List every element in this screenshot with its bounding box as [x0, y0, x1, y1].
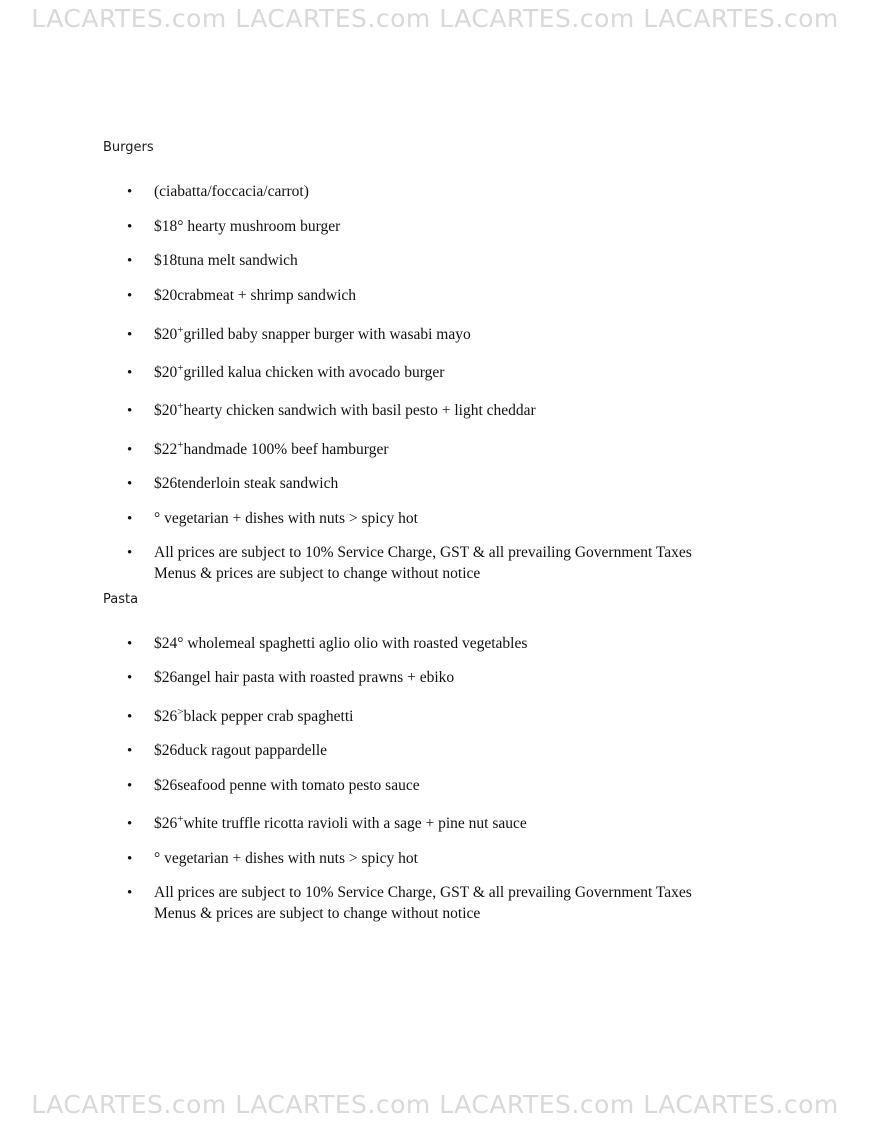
section-title-burgers: Burgers — [103, 140, 154, 155]
item-mark: + — [177, 439, 184, 451]
item-price: $18° — [154, 218, 184, 235]
section-title-pasta: Pasta — [103, 592, 139, 607]
bullet-icon: • — [127, 184, 133, 200]
item-price: $18 — [154, 252, 178, 269]
item-mark: > — [177, 706, 184, 718]
item-mark: + — [177, 813, 184, 825]
item-description: All prices are subject to 10% Service Charge, GST & all prevailing Government Taxes — [154, 884, 692, 901]
item-description: handmade 100% beef hamburger — [183, 441, 389, 458]
item-description: black pepper crab spaghetti — [183, 708, 354, 725]
item-price: $20 — [154, 402, 178, 419]
item-price: $26 — [154, 475, 178, 492]
item-text-line — [154, 776, 420, 797]
item-mark: + — [177, 400, 184, 412]
item-price: $24° — [154, 635, 184, 652]
item-mark: + — [177, 362, 184, 374]
item-text-line-2: Menus & prices are subject to change without notice — [154, 905, 481, 922]
bullet-icon: • — [127, 403, 133, 419]
item-description: tenderloin steak sandwich — [177, 475, 339, 492]
bullet-icon: • — [127, 365, 133, 381]
bullet-icon: • — [127, 476, 133, 492]
item-text-line — [154, 668, 454, 689]
item-description: (ciabatta/foccacia/carrot) — [154, 183, 309, 200]
item-text-line — [154, 814, 527, 835]
item-mark: + — [177, 324, 184, 336]
bullet-icon: • — [127, 851, 133, 867]
item-description: hearty chicken sandwich with basil pesto + light cheddar — [183, 402, 536, 419]
item-price: $20 — [154, 287, 178, 304]
bullet-icon: • — [127, 709, 133, 725]
item-text-line — [154, 741, 327, 762]
item-text-line — [154, 634, 527, 655]
bullet-icon: • — [127, 219, 133, 235]
item-price: $26 — [154, 815, 178, 832]
item-text-line — [154, 883, 692, 904]
bullet-icon: • — [127, 253, 133, 269]
item-price: $22 — [154, 441, 178, 458]
item-price: $20 — [154, 326, 178, 343]
item-description: angel hair pasta with roasted prawns + ebiko — [177, 669, 455, 686]
item-description: hearty mushroom burger — [183, 218, 341, 235]
item-text-line — [154, 182, 309, 203]
item-price: $26 — [154, 777, 178, 794]
item-text-line — [154, 217, 340, 238]
watermark-top: LACARTES.com LACARTES.com LACARTES.com LACARTES.com — [31, 4, 839, 33]
item-text-line — [154, 325, 471, 346]
item-text-line — [154, 401, 536, 422]
watermark-bottom: LACARTES.com LACARTES.com LACARTES.com LACARTES.com — [31, 1090, 839, 1119]
bullet-icon: • — [127, 288, 133, 304]
item-text-line — [154, 543, 692, 564]
item-text-line — [154, 849, 418, 870]
bullet-icon: • — [127, 778, 133, 794]
item-description: ° vegetarian + dishes with nuts > spicy hot — [154, 510, 418, 527]
item-description: grilled baby snapper burger with wasabi mayo — [183, 326, 471, 343]
bullet-icon: • — [127, 636, 133, 652]
item-price: $26 — [154, 742, 178, 759]
item-text-line-2: Menus & prices are subject to change without notice — [154, 565, 481, 582]
item-text-line — [154, 251, 298, 272]
item-description: crabmeat + shrimp sandwich — [177, 287, 357, 304]
item-description: white truffle ricotta ravioli with a sage + pine nut sauce — [183, 815, 527, 832]
item-text-line — [154, 509, 418, 530]
item-text-line — [154, 440, 388, 461]
bullet-icon: • — [127, 511, 133, 527]
bullet-icon: • — [127, 442, 133, 458]
bullet-icon: • — [127, 327, 133, 343]
bullet-icon: • — [127, 743, 133, 759]
item-text-line — [154, 286, 356, 307]
item-description: duck ragout pappardelle — [177, 742, 328, 759]
item-price: $26 — [154, 669, 178, 686]
item-description: ° vegetarian + dishes with nuts > spicy hot — [154, 850, 418, 867]
bullet-icon: • — [127, 545, 133, 561]
item-price: $26 — [154, 708, 178, 725]
item-description: All prices are subject to 10% Service Charge, GST & all prevailing Government Taxes — [154, 544, 692, 561]
item-text-line — [154, 363, 444, 384]
item-text-line — [154, 474, 338, 495]
item-description: tuna melt sandwich — [177, 252, 298, 269]
item-text-line — [154, 707, 353, 728]
bullet-icon: • — [127, 670, 133, 686]
item-description: wholemeal spaghetti aglio olio with roasted vegetables — [183, 635, 528, 652]
item-description: seafood penne with tomato pesto sauce — [177, 777, 420, 794]
item-price: $20 — [154, 364, 178, 381]
bullet-icon: • — [127, 816, 133, 832]
item-description: grilled kalua chicken with avocado burger — [183, 364, 445, 381]
bullet-icon: • — [127, 885, 133, 901]
